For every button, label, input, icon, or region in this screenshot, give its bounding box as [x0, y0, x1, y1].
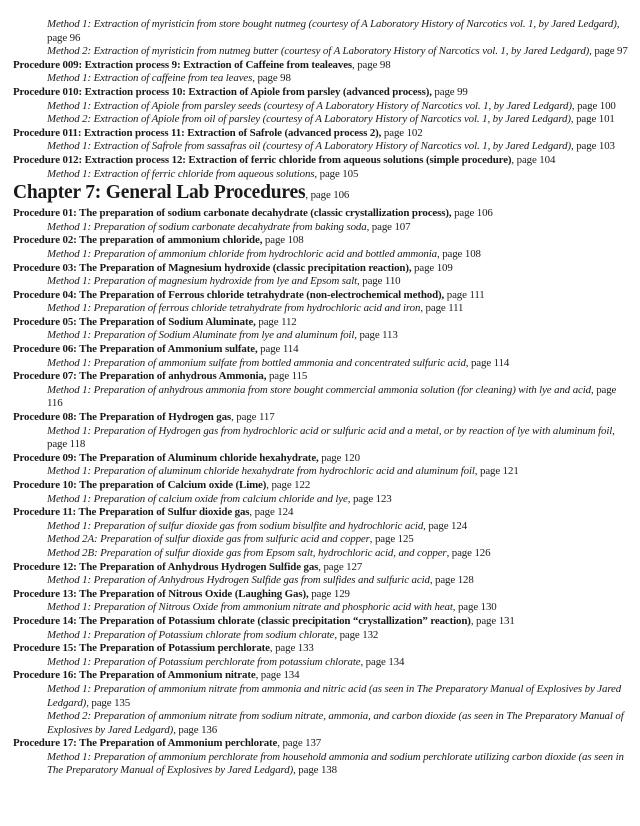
entry-page-ref: , page 117	[231, 411, 275, 424]
entry-page-ref: , page 138	[293, 764, 337, 777]
entry-page-ref: , page 114	[465, 356, 510, 369]
entry-page-ref: , page 116	[47, 383, 617, 410]
toc-entry-procedure	[13, 737, 632, 751]
toc-entry-method	[47, 547, 632, 561]
toc-entry-procedure	[13, 289, 632, 303]
toc-entry-procedure	[13, 615, 632, 629]
entry-title: Method 1: Preparation of Hydrogen gas from hydrochloric acid or sulfuric acid and a metal, or by reaction of lye with aluminum foil	[47, 424, 613, 437]
entry-title: Procedure 02: The preparation of ammonium chloride,	[13, 234, 263, 247]
toc-entry-procedure	[13, 370, 632, 384]
entry-page-ref: , page 123	[347, 492, 392, 505]
toc-entry-procedure	[13, 316, 632, 330]
toc-entry-procedure	[13, 642, 632, 656]
entry-page-ref: , page 110	[357, 275, 401, 288]
toc-entry-procedure	[13, 561, 632, 575]
entry-title: Chapter 7: General Lab Procedures	[13, 182, 306, 204]
entry-page-ref: , page 107	[366, 220, 411, 233]
entry-page-ref: , page 96	[47, 18, 620, 44]
table-of-contents	[13, 18, 632, 778]
entry-title: Method 1: Preparation of ammonium chloride from hydrochloric acid and bottled ammonia	[47, 247, 437, 260]
entry-page-ref: , page 122	[266, 479, 311, 491]
entry-title: Procedure 08: The Preparation of Hydrogen gas	[13, 411, 232, 424]
toc-entry-procedure	[13, 343, 632, 357]
entry-page-ref: page 120	[318, 451, 360, 464]
entry-title: Method 2: Extraction of Apiole from oil of parsley (courtesy of A Laboratory History of Narcotics vol. 1, by Jared Ledgard)	[47, 113, 571, 126]
toc-entry-method	[47, 710, 632, 737]
toc-entry-procedure	[13, 234, 632, 248]
entry-page-ref: page 114	[257, 343, 299, 356]
entry-title: Method 1: Preparation of anhydrous ammonia from store bought commercial ammonia solution (for cleaning) with lye and acid	[47, 383, 591, 396]
toc-entry-method	[47, 329, 632, 343]
entry-page-ref: , page 100	[571, 99, 616, 112]
entry-title: Method 1: Preparation of ammonium sulfate from bottled ammonia and concentrated sulfuric acid	[47, 356, 466, 369]
entry-title: Method 1: Preparation of magnesium hydroxide from lye and Epsom salt	[47, 275, 358, 288]
entry-page-ref: , page 101	[570, 113, 615, 126]
entry-title: Procedure 012: Extraction process 12: Extraction of ferric chloride from aqueous solutions (simple procedure)	[13, 153, 512, 166]
entry-page-ref: , page 124	[249, 506, 294, 519]
entry-title: Method 1: Extraction of Apiole from parsley seeds (courtesy of A Laboratory History of Narcotics vol. 1, by Jared Ledgard)	[47, 99, 572, 112]
entry-page-ref: , page 133	[269, 642, 314, 655]
entry-page-ref: , page 97	[589, 45, 628, 58]
entry-title: Procedure 009: Extraction process 9: Extraction of Caffeine from tealeaves	[13, 58, 353, 71]
entry-page-ref: , page 104	[511, 153, 556, 166]
entry-title: Procedure 09: The Preparation of Aluminum chloride hexahydrate,	[13, 451, 319, 464]
entry-page-ref: , page 126	[446, 546, 491, 559]
entry-page-ref: , page 137	[277, 737, 322, 750]
toc-entry-method	[47, 140, 632, 154]
entry-title: Procedure 07: The Preparation of anhydrous Ammonia,	[13, 370, 267, 383]
entry-page-ref: , page 113	[354, 329, 398, 342]
entry-title: Procedure 04: The Preparation of Ferrous chloride tetrahydrate (non-electrochemical method),	[13, 288, 445, 301]
entry-title: Procedure 03: The Preparation of Magnesium hydroxide (classic precipitation reaction),	[13, 261, 412, 274]
entry-title: Method 1: Preparation of Sodium Aluminate from lye and aluminum foil	[47, 329, 355, 342]
entry-title: Method 1: Preparation of aluminum chloride hexahydrate from hydrochloric acid and aluminum foil	[47, 465, 475, 478]
toc-entry-procedure	[13, 506, 632, 520]
entry-page-ref: page 111	[444, 288, 485, 301]
toc-entry-method	[47, 574, 632, 588]
entry-title: Procedure 01: The preparation of sodium carbonate decahydrate (classic crystallization process),	[13, 207, 452, 220]
toc-entry-procedure	[13, 411, 632, 425]
entry-title: Procedure 010: Extraction process 10: Extraction of Apiole from parsley (advanced process),	[13, 85, 432, 98]
entry-page-ref: page 102	[381, 126, 423, 139]
entry-title: Method 1: Extraction of caffeine from tea leaves	[47, 72, 253, 85]
entry-title: Procedure 14: The Preparation of Potassium chlorate (classic precipitation “crystallization” reaction)	[13, 614, 471, 627]
toc-entry-method	[47, 100, 632, 114]
entry-title: Method 1: Preparation of sulfur dioxide gas from sodium bisulfite and hydrochloric acid	[47, 519, 424, 532]
entry-title: Procedure 011: Extraction process 11: Extraction of Safrole (advanced process 2),	[13, 126, 382, 139]
toc-entry-method	[47, 520, 632, 534]
toc-entry-method	[47, 18, 632, 45]
entry-page-ref: page 115	[266, 370, 308, 383]
entry-title: Procedure 13: The Preparation of Nitrous Oxide (Laughing Gas),	[13, 587, 309, 600]
toc-entry-method	[47, 533, 632, 547]
entry-title: Method 1: Preparation of Potassium perchlorate from potassium chlorate	[47, 655, 361, 668]
entry-page-ref: , page 131	[470, 614, 515, 627]
entry-title: Method 1: Preparation of Anhydrous Hydrogen Sulfide gas from sulfides and sulfuric acid	[47, 574, 430, 587]
toc-entry-procedure	[13, 127, 632, 141]
toc-entry-procedure	[13, 452, 632, 466]
entry-title: Method 2A: Preparation of sulfur dioxide gas from sulfuric acid and copper	[47, 533, 370, 546]
entry-page-ref: page 106	[451, 207, 493, 220]
entry-page-ref: , page 108	[436, 247, 481, 260]
entry-page-ref: , page 103	[571, 140, 615, 153]
entry-page-ref: , page 118	[47, 424, 615, 451]
toc-entry-method	[47, 425, 632, 452]
entry-page-ref: page 109	[411, 261, 453, 274]
toc-entry-method	[47, 629, 632, 643]
entry-title: Method 1: Extraction of ferric chloride from aqueous solutions	[47, 167, 315, 180]
entry-page-ref: , page 98	[352, 58, 391, 71]
entry-title: Procedure 17: The Preparation of Ammonium perchlorate	[13, 737, 278, 750]
entry-page-ref: , page 127	[318, 560, 363, 573]
entry-page-ref: , page 134	[360, 655, 405, 668]
entry-page-ref: , page 106	[305, 189, 350, 202]
entry-title: Method 1: Preparation of ammonium nitrate from ammonia and nitric acid (as seen in The Preparatory Manual of Explosives by Jared Ledgard)	[47, 682, 622, 709]
entry-page-ref: page 129	[308, 587, 350, 600]
entry-page-ref: page 108	[262, 234, 304, 247]
entry-title: Method 2B: Preparation of sulfur dioxide gas from Epsom salt, hydrochloric acid, and copper	[47, 546, 447, 559]
entry-title: Procedure 06: The Preparation of Ammonium sulfate,	[13, 343, 258, 356]
entry-title: Method 1: Preparation of Nitrous Oxide from ammonium nitrate and phosphoric acid with heat	[47, 601, 453, 614]
entry-page-ref: , page 130	[452, 601, 497, 614]
entry-title: Method 1: Preparation of calcium oxide from calcium chloride and lye	[47, 492, 348, 505]
entry-page-ref: , page 121	[474, 465, 519, 478]
toc-entry-method	[47, 683, 632, 710]
entry-title: Method 1: Preparation of ammonium perchlorate from household ammonia and sodium perchlorate utilizing carbon dioxide (as seen in The Preparatory Manual of Explosives by Jared Ledgard)	[47, 750, 624, 777]
toc-entry-method	[47, 493, 632, 507]
toc-entry-method	[47, 275, 632, 289]
toc-entry-method	[47, 248, 632, 262]
toc-entry-procedure	[13, 479, 632, 493]
chapter-heading	[13, 181, 632, 207]
entry-page-ref: , page 111	[420, 302, 464, 315]
entry-title: Method 1: Preparation of ferrous chloride tetrahydrate from hydrochloric acid and iron	[47, 302, 421, 315]
entry-page-ref: , page 125	[369, 533, 414, 546]
entry-title: Procedure 12: The Preparation of Anhydrous Hydrogen Sulfide gas	[13, 560, 319, 573]
entry-title: Method 1: Extraction of myristicin from store bought nutmeg (courtesy of A Laboratory History of Narcotics vol. 1, by Jared Ledgard)	[47, 18, 617, 30]
toc-entry-method	[47, 384, 632, 411]
toc-entry-procedure	[13, 86, 632, 100]
entry-title: Method 1: Preparation of sodium carbonate decahydrate from baking soda	[47, 220, 367, 233]
toc-entry-procedure	[13, 669, 632, 683]
toc-entry-method	[47, 357, 632, 371]
toc-entry-method	[47, 601, 632, 615]
toc-entry-method	[47, 465, 632, 479]
toc-entry-method	[47, 221, 632, 235]
entry-title: Procedure 15: The Preparation of Potassium perchlorate	[13, 642, 270, 655]
toc-entry-method	[47, 45, 632, 59]
entry-page-ref: page 99	[431, 85, 468, 98]
entry-page-ref: , page 136	[173, 723, 218, 736]
toc-entry-method	[47, 72, 632, 86]
entry-title: Method 2: Preparation of ammonium nitrate from sodium nitrate, ammonia, and carbon dioxide (as seen in The Preparatory Manual of Explosives by Jared Ledgard)	[47, 710, 624, 736]
entry-page-ref: , page 124	[423, 519, 468, 532]
entry-page-ref: page 112	[255, 315, 297, 328]
toc-entry-method	[47, 113, 632, 127]
toc-entry-method	[47, 751, 632, 778]
entry-page-ref: , page 105	[314, 167, 359, 180]
entry-page-ref: , page 128	[429, 574, 474, 587]
entry-title: Procedure 11: The Preparation of Sulfur dioxide gas	[13, 506, 250, 519]
entry-page-ref: , page 134	[255, 669, 300, 682]
entry-page-ref: , page 132	[334, 628, 379, 641]
entry-page-ref: , page 98	[252, 72, 291, 85]
entry-title: Procedure 10: The preparation of Calcium oxide (Lime)	[13, 479, 267, 491]
toc-entry-procedure	[13, 207, 632, 221]
toc-entry-method	[47, 302, 632, 316]
entry-page-ref: , page 135	[86, 696, 131, 709]
toc-entry-procedure	[13, 59, 632, 73]
entry-title: Method 1: Extraction of Safrole from sassafras oil (courtesy of A Laboratory History of Narcotics vol. 1, by Jared Ledgard)	[47, 140, 571, 153]
toc-entry-procedure	[13, 588, 632, 602]
toc-entry-method	[47, 656, 632, 670]
entry-title: Method 2: Extraction of myristicin from nutmeg butter (courtesy of A Laboratory History of Narcotics vol. 1, by Jared Ledgard)	[47, 45, 590, 58]
entry-title: Procedure 16: The Preparation of Ammonium nitrate	[13, 669, 256, 682]
toc-entry-method	[47, 168, 632, 182]
toc-entry-procedure	[13, 154, 632, 168]
entry-title: Procedure 05: The Preparation of Sodium Aluminate,	[13, 315, 256, 328]
toc-entry-procedure	[13, 262, 632, 276]
entry-title: Method 1: Preparation of Potassium chlorate from sodium chlorate	[47, 628, 335, 641]
